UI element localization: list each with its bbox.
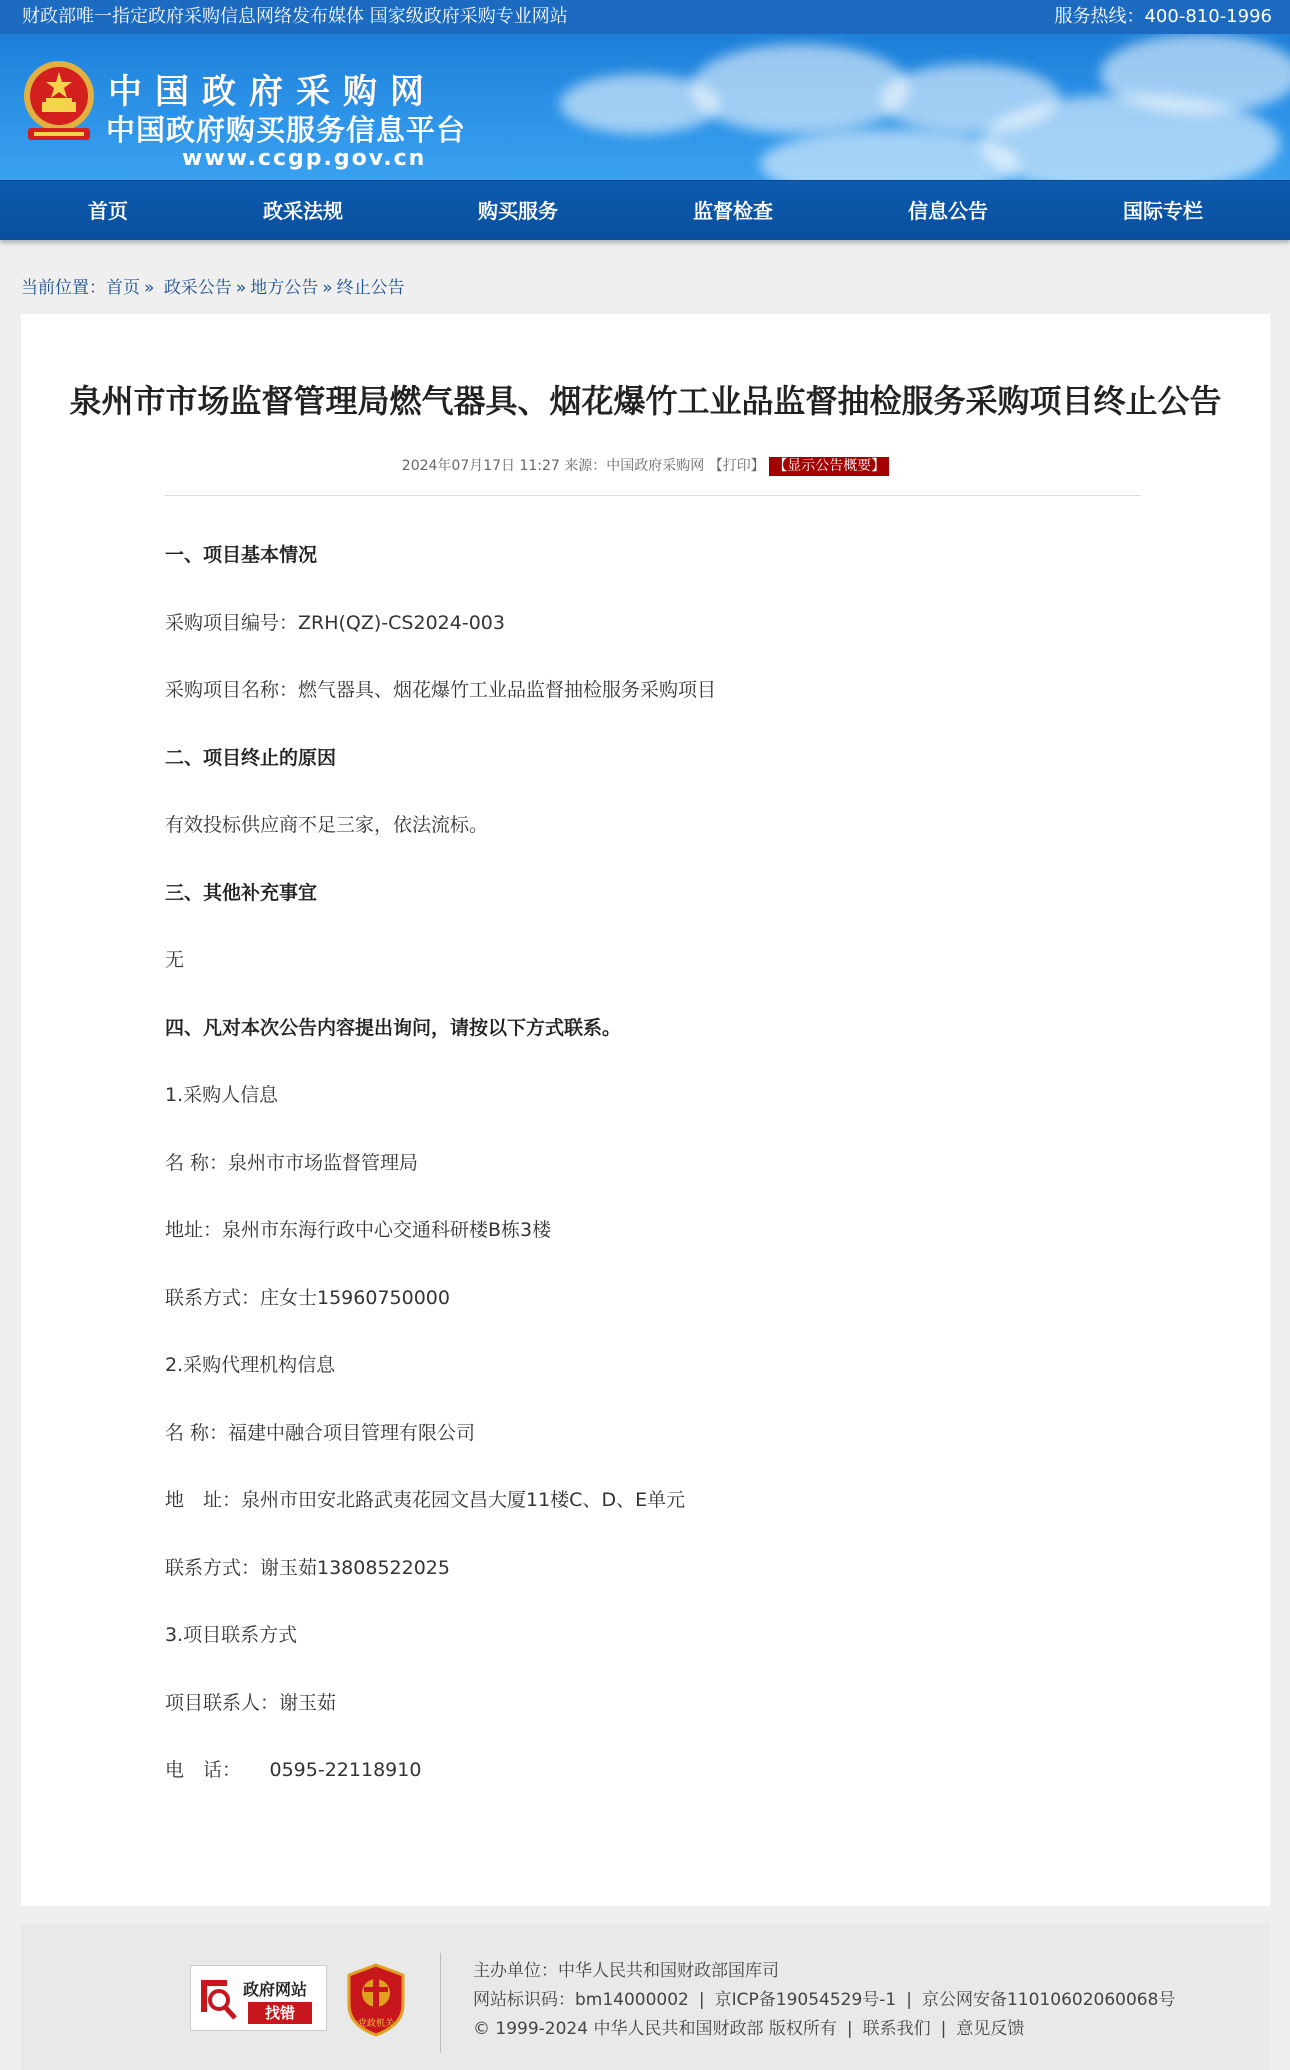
content-line: 采购项目名称：燃气器具、烟花爆竹工业品监督抽检服务采购项目 <box>165 679 717 701</box>
footer-copyright-row <box>473 2014 1024 2039</box>
nav-international[interactable]: 国际专栏 <box>1123 199 1203 223</box>
icp-link[interactable]: 京ICP备19054529号-1 <box>714 1990 897 2010</box>
breadcrumb-separator: » <box>322 278 333 298</box>
footer-divider <box>440 1953 441 2053</box>
content-line: 采购项目编号：ZRH(QZ)-CS2024-003 <box>165 612 505 634</box>
content-line: 地 址：泉州市田安北路武夷花园文昌大厦11楼C、D、E单元 <box>165 1489 686 1511</box>
nav-regulations[interactable]: 政采法规 <box>263 199 343 223</box>
main-nav <box>0 180 1290 240</box>
breadcrumb-termination[interactable]: 终止公告 <box>336 278 405 298</box>
feedback-link[interactable]: 意见反馈 <box>956 2019 1025 2039</box>
publish-date: 2024年07月17日 11:27 <box>401 458 560 474</box>
content-line: 有效投标供应商不足三家，依法流标。 <box>165 814 489 836</box>
national-emblem-icon <box>20 58 98 148</box>
section-heading: 二、项目终止的原因 <box>165 747 337 769</box>
show-summary-button[interactable]: 【显示公告概要】 <box>769 457 889 476</box>
content-line: 联系方式：庄女士15960750000 <box>165 1287 450 1309</box>
breadcrumb-home[interactable]: 首页 <box>106 278 140 298</box>
contact-us-link[interactable]: 联系我们 <box>862 2019 931 2039</box>
content-line: 地址：泉州市东海行政中心交通科研楼B栋3楼 <box>165 1219 552 1241</box>
breadcrumb-separator: » <box>235 278 247 298</box>
article-source: 来源：中国政府采购网 <box>564 458 705 474</box>
content-line: 名 称：泉州市市场监督管理局 <box>165 1152 419 1174</box>
breadcrumb-separator: » <box>144 278 155 298</box>
section-heading: 四、凡对本次公告内容提出询问，请按以下方式联系。 <box>165 1017 622 1039</box>
nav-home[interactable]: 首页 <box>88 199 128 223</box>
footer <box>21 1923 1270 2070</box>
top-bar <box>0 0 1290 34</box>
police-record-link[interactable]: 京公网安备11010602060068号 <box>921 1990 1176 2010</box>
content-line: 无 <box>165 949 185 971</box>
service-hotline: 服务热线：400-810-1996 <box>1054 6 1272 27</box>
header-banner <box>0 34 1290 180</box>
footer-separator: | <box>846 2019 853 2039</box>
article-card <box>21 314 1270 1906</box>
party-government-badge-icon[interactable] <box>345 1963 407 2037</box>
section-heading: 三、其他补充事宜 <box>165 882 318 904</box>
badge-title: 政府网站 <box>243 1980 308 1999</box>
content-line: 电 话： 0595-22118910 <box>165 1759 422 1781</box>
content-line: 项目联系人：谢玉茹 <box>165 1692 337 1714</box>
footer-registrations <box>473 1985 1175 2010</box>
copyright: © 1999-2024 中华人民共和国财政部 版权所有 <box>473 2019 837 2039</box>
article-title: 泉州市市场监督管理局燃气器具、烟花爆竹工业品监督抽检服务采购项目终止公告 <box>69 382 1222 420</box>
top-bar-tagline: 财政部唯一指定政府采购信息网络发布媒体 国家级政府采购专业网站 <box>22 6 568 27</box>
nav-supervision[interactable]: 监督检查 <box>693 199 773 223</box>
footer-separator: | <box>940 2019 947 2039</box>
breadcrumb-prefix: 当前位置： <box>21 278 106 298</box>
title-divider <box>165 495 1141 496</box>
footer-separator: | <box>906 1990 912 2010</box>
badge2-label: 党政机关 <box>357 2019 395 2029</box>
breadcrumb-local[interactable]: 地方公告 <box>250 278 319 298</box>
logo-subtitle: 中国政府购买服务信息平台 <box>106 113 467 147</box>
site-code: 网站标识码：bm14000002 <box>473 1990 689 2010</box>
report-error-badge[interactable] <box>190 1965 327 2031</box>
content-line: 1.采购人信息 <box>165 1084 279 1106</box>
content-line: 2.采购代理机构信息 <box>165 1354 336 1376</box>
nav-purchase-services[interactable]: 购买服务 <box>478 199 558 223</box>
breadcrumb <box>21 273 405 298</box>
section-heading: 一、项目基本情况 <box>165 544 318 566</box>
content-line: 联系方式：谢玉茹13808522025 <box>165 1557 450 1579</box>
footer-separator: | <box>698 1990 705 2010</box>
footer-sponsor: 主办单位：中华人民共和国财政部国库司 <box>473 1961 779 1981</box>
report-error-button[interactable]: 找错 <box>248 2002 312 2024</box>
magnifier-icon <box>197 1976 241 2022</box>
breadcrumb-procurement[interactable]: 政采公告 <box>163 278 232 298</box>
content-line: 名 称：福建中融合项目管理有限公司 <box>165 1422 476 1444</box>
logo-title: 中国政府采购网 <box>108 72 437 112</box>
print-link[interactable]: 【打印】 <box>708 458 765 474</box>
article-meta <box>21 455 1270 476</box>
nav-announcements[interactable]: 信息公告 <box>908 199 988 223</box>
content-line: 3.项目联系方式 <box>165 1624 298 1646</box>
logo-url: www.ccgp.gov.cn <box>182 146 427 171</box>
